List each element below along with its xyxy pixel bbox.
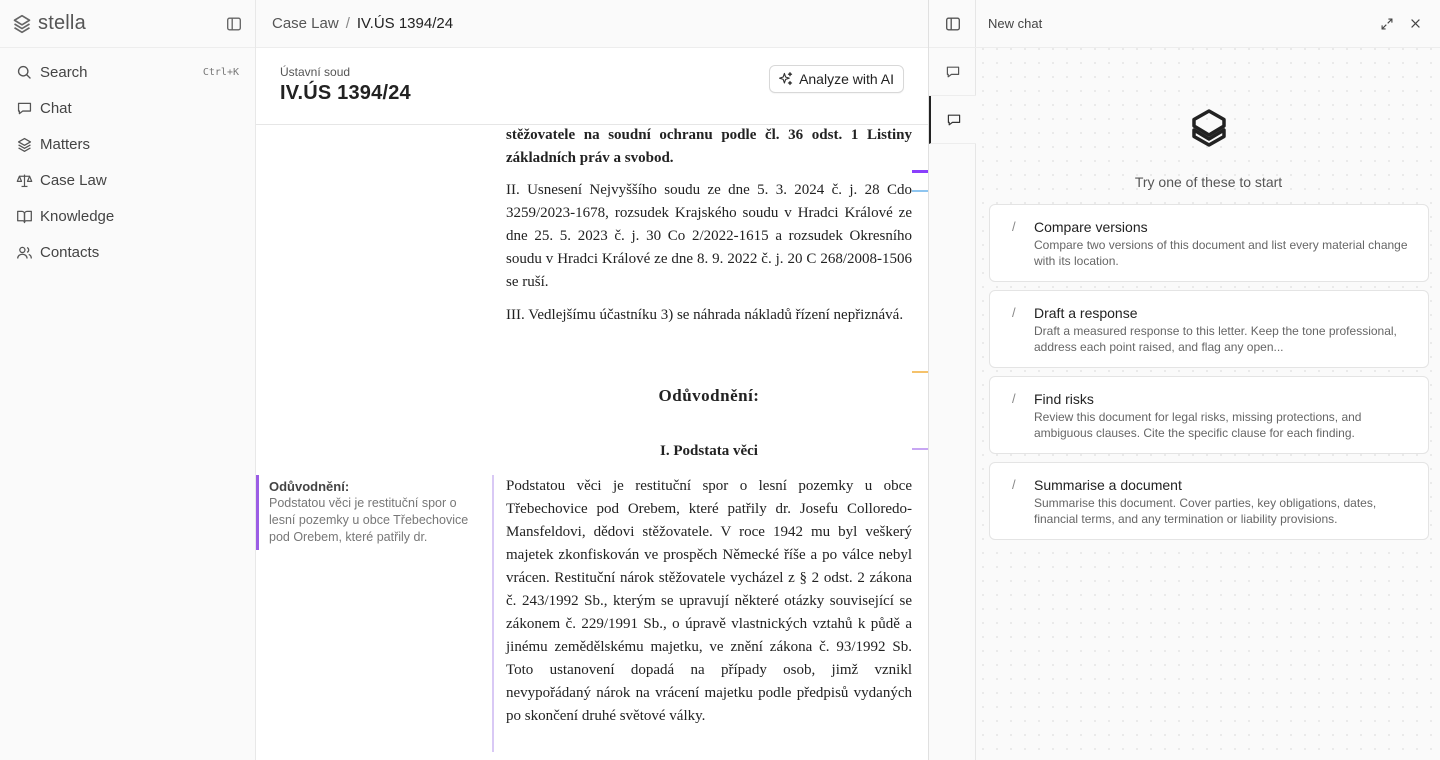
sidebar-item-label: Case Law <box>40 171 107 189</box>
slash-icon: / <box>1012 477 1016 492</box>
close-button[interactable] <box>1401 10 1429 38</box>
chat-bubble-icon <box>946 112 962 128</box>
sidebar-item-contacts[interactable] <box>0 234 255 270</box>
analyze-with-ai-button[interactable] <box>769 65 904 93</box>
panel-toggle-icon <box>944 15 962 33</box>
search-icon <box>16 64 33 81</box>
chat-main <box>976 0 1440 760</box>
suggestion-title: Compare versions <box>1034 219 1148 235</box>
sidebar-item-knowledge[interactable] <box>0 198 255 234</box>
suggestion-compare-versions[interactable] <box>989 204 1429 282</box>
sidebar-item-matters[interactable] <box>0 126 255 162</box>
sidebar-item-label: Knowledge <box>40 207 115 225</box>
brand-name: stella <box>38 12 86 34</box>
annotation-title: Odůvodnění: <box>269 479 350 494</box>
sidebar-item-search[interactable] <box>0 54 255 90</box>
expand-button[interactable] <box>1373 10 1401 38</box>
stella-logo-icon <box>1189 108 1229 148</box>
annotation-connector <box>492 475 494 752</box>
chat-bubble-icon <box>945 64 961 80</box>
brand-bar <box>0 0 255 48</box>
suggestion-draft-response[interactable] <box>989 290 1429 368</box>
breadcrumb-case-law-link[interactable]: Case Law <box>272 15 339 32</box>
stella-logo-icon <box>12 14 32 34</box>
search-shortcut: Ctrl+K <box>202 66 239 78</box>
scroll-marker[interactable] <box>912 190 928 192</box>
suggestion-description: Summarise this document. Cover parties, key obligations, dates, financial terms, and any termination or liability provisions. <box>1034 496 1377 526</box>
suggestion-find-risks[interactable] <box>989 376 1429 454</box>
suggestion-description: Draft a measured response to this letter. Keep the tone professional, address each point raised, and flag any open... <box>1034 324 1397 354</box>
panel-toggle-button[interactable] <box>929 0 976 48</box>
document-body <box>256 125 928 760</box>
layers-icon <box>16 136 33 153</box>
sidebar-item-case-law[interactable] <box>0 162 255 198</box>
sidebar-nav <box>0 48 255 270</box>
slash-icon: / <box>1012 219 1016 234</box>
section-subheading: I. Podstata věci <box>660 443 758 459</box>
sidebar-item-label: Chat <box>40 99 72 117</box>
sidebar <box>0 0 256 760</box>
annotation-card[interactable] <box>256 475 486 550</box>
scroll-marker[interactable] <box>912 170 928 173</box>
document-paragraph-main: Podstatou věci je restituční spor o lesní pozemky u obce Třebechovice pod Orebem, které patřily dr. Josefu Colloredo-Mansfeldovi, dědovi stěžovatele. V roce 1942 mu byl veškerý majetek zkonfiskován ve prospěch Německé říše a po válce nebyl vrácen. Restituční nárok stěžovatele vycházel z § 2 odst. 2 zákona č. 243/1992 Sb., kterým se upravují některé otázky související se zákonem č. 229/1991 Sb., o úpravě vlastnických vztahů k půdě a jinému zemědělskému majetku, ve znění zákona č. 93/1992 Sb. Toto ustanovení dopadá na případy osob, jimž vznikl nevypořádaný nárok na vrácení majetku podle předpisů vydaných po skončení druhé světové války. <box>506 478 912 724</box>
scroll-marker[interactable] <box>912 448 928 450</box>
chat-history-button[interactable] <box>929 48 976 96</box>
suggestion-list <box>989 204 1429 548</box>
slash-icon: / <box>1012 391 1016 406</box>
sidebar-item-chat[interactable] <box>0 90 255 126</box>
chat-rail <box>929 0 976 760</box>
sidebar-item-label: Search <box>40 63 88 81</box>
sidebar-item-label: Matters <box>40 135 91 153</box>
suggestion-title: Draft a response <box>1034 305 1138 321</box>
chat-title: New chat <box>988 16 1043 31</box>
suggestion-title: Summarise a document <box>1034 477 1182 493</box>
scroll-marker[interactable] <box>912 371 928 373</box>
expand-icon <box>1380 17 1394 31</box>
suggestion-description: Review this document for legal risks, missing protections, and ambiguous clauses. Cite the specific clause for each finding. <box>1034 410 1362 440</box>
suggestion-title: Find risks <box>1034 391 1094 407</box>
slash-icon: / <box>1012 305 1016 320</box>
book-icon <box>16 208 33 225</box>
breadcrumb-current: IV.ÚS 1394/24 <box>356 15 454 32</box>
chat-topbar <box>976 0 1440 48</box>
close-icon <box>1409 17 1422 30</box>
document-header <box>256 48 928 125</box>
active-chat-button[interactable] <box>929 96 976 144</box>
chat-bubble-icon <box>16 100 33 117</box>
document-paragraph-bold: stěžovatele na soudní ochranu podle čl. 36 odst. 1 Listiny základních práv a svobod. <box>506 127 912 166</box>
analyze-label: Analyze with AI <box>799 71 894 87</box>
sidebar-toggle-icon[interactable] <box>225 15 243 33</box>
breadcrumb-separator: / <box>345 15 350 32</box>
section-heading: Odůvodnění: <box>658 386 760 405</box>
scales-icon <box>16 172 33 189</box>
suggestion-description: Compare two versions of this document and list every material change with its location. <box>1034 238 1408 268</box>
breadcrumb <box>256 0 928 48</box>
annotation-text: Podstatou věci je restituční spor o lesní pozemky u obce Třebechovice pod Orebem, které patřily dr. <box>269 496 469 544</box>
chat-hint: Try one of these to start <box>1134 174 1283 190</box>
users-icon <box>16 244 33 261</box>
sidebar-item-label: Contacts <box>40 243 100 261</box>
document-paragraph-ii: II. Usnesení Nejvyššího soudu ze dne 5. 3. 2024 č. j. 28 Cdo 3259/2023-1678, rozsudek Krajského soudu v Hradci Králové ze dne 25. 5. 2023 č. j. 30 Co 2/2022-1615 a rozsudek Okresního soudu v Hradci Králové ze dne 8. 9. 2022 č. j. 20 C 268/2008-1506 se ruší. <box>506 182 912 290</box>
suggestion-summarise-document[interactable] <box>989 462 1429 540</box>
sparkles-icon <box>778 71 794 87</box>
chat-panel <box>928 0 1440 760</box>
page-title: IV.ÚS 1394/24 <box>280 82 411 104</box>
chat-top-actions <box>1373 10 1429 38</box>
court-name: Ústavní soud <box>280 65 351 79</box>
document-paragraph-iii: III. Vedlejšímu účastníku 3) se náhrada nákladů řízení nepřiznává. <box>506 307 904 323</box>
document-area <box>256 0 928 760</box>
